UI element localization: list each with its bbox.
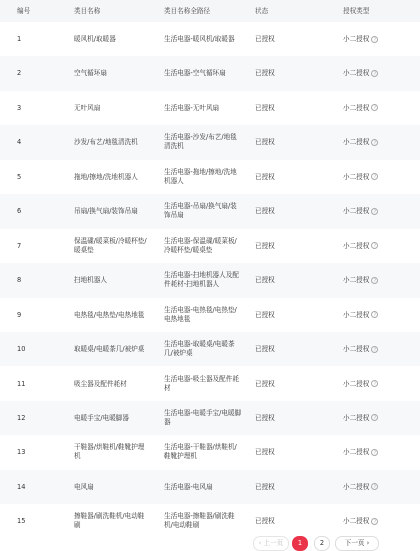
- row-category-name: 吊扇/换气扇/装饰吊扇: [74, 207, 138, 216]
- help-icon[interactable]: ?: [371, 449, 378, 456]
- header-path: 类目名称全路径: [164, 7, 211, 15]
- help-icon[interactable]: ?: [371, 414, 378, 421]
- row-status: 已授权: [255, 276, 275, 285]
- row-id: 5: [17, 172, 22, 181]
- row-id: 8: [17, 276, 22, 285]
- help-icon[interactable]: ?: [371, 380, 378, 387]
- row-id: 4: [17, 138, 22, 147]
- row-auth-type: [343, 104, 417, 113]
- row-category-path: 生活电器-无叶风扇: [164, 103, 220, 112]
- row-id: 9: [17, 310, 22, 319]
- row-auth-type: [343, 69, 417, 78]
- row-status: 已授权: [255, 103, 275, 112]
- table-row: [0, 160, 420, 194]
- row-id: 1: [17, 35, 22, 43]
- help-icon[interactable]: ?: [371, 346, 378, 353]
- row-status: 已授权: [255, 379, 275, 388]
- table-row: [0, 401, 420, 435]
- row-status: 已授权: [255, 345, 275, 354]
- row-category-name: 空气循环扇: [74, 69, 107, 78]
- row-status: 已授权: [255, 172, 275, 181]
- row-auth-type: [343, 380, 417, 389]
- row-id: 12: [17, 413, 26, 422]
- row-category-name: 无叶风扇: [74, 103, 101, 112]
- row-category-name: 扫地机器人: [74, 276, 107, 285]
- table-header: [0, 0, 420, 22]
- row-id: 10: [17, 345, 26, 354]
- help-icon[interactable]: ?: [371, 483, 378, 490]
- row-category-path: 生活电器-取暖桌/电暖茶几/被炉桌: [164, 340, 235, 358]
- row-id: 2: [17, 69, 22, 78]
- help-icon[interactable]: ?: [371, 173, 378, 180]
- help-icon[interactable]: ?: [371, 277, 378, 284]
- header-status: 状态: [255, 7, 269, 15]
- row-auth-type: [343, 207, 417, 216]
- row-status: 已授权: [255, 241, 275, 250]
- row-id: 3: [17, 103, 22, 112]
- row-auth-type-label: 小二授权: [343, 345, 370, 354]
- pagination: [0, 536, 420, 550]
- row-auth-type-label: 小二授权: [343, 241, 370, 250]
- help-icon[interactable]: ?: [371, 242, 378, 249]
- table-row: [0, 125, 420, 159]
- table-row: [0, 367, 420, 401]
- help-icon[interactable]: ?: [371, 139, 378, 146]
- row-auth-type: [343, 138, 417, 147]
- row-status: 已授权: [255, 207, 275, 216]
- row-auth-type: [343, 311, 417, 320]
- row-category-name: 电热毯/电热垫/电热地毯: [74, 310, 145, 319]
- row-category-name: 电暖手宝/电暖脚器: [74, 413, 129, 422]
- table-row: [0, 22, 420, 56]
- row-category-name: 沙发/布艺/地毯清洗机: [74, 138, 138, 147]
- row-id: 13: [17, 448, 26, 457]
- row-category-name: 取暖桌/电暖茶几/被炉桌: [74, 345, 145, 354]
- row-auth-type: [343, 242, 417, 251]
- row-category-path: 生活电器-暖风机/取暖器: [164, 35, 235, 43]
- row-status: 已授权: [255, 69, 275, 78]
- row-category-name: 吸尘器及配件耗材: [74, 379, 127, 388]
- table-row: [0, 504, 420, 538]
- row-id: 7: [17, 241, 22, 250]
- help-icon[interactable]: ?: [371, 311, 378, 318]
- row-auth-type-label: 小二授权: [343, 172, 370, 181]
- row-category-path: 生活电器-保温碟/暖菜板/冷暖杯垫/暖桌垫: [164, 236, 237, 254]
- row-auth-type: [343, 276, 417, 285]
- help-icon[interactable]: ?: [371, 208, 378, 215]
- row-category-path: 生活电器-吸尘器及配件耗材: [164, 374, 239, 392]
- table-row: [0, 435, 420, 469]
- row-category-name: 擦鞋器/刷洗鞋机/电动鞋刷: [74, 512, 145, 530]
- table-row: [0, 194, 420, 228]
- row-auth-type: [343, 517, 417, 526]
- row-category-path: 生活电器-电暖手宝/电暖脚器: [164, 408, 242, 426]
- row-category-path: 生活电器-电热毯/电热垫/电热地毯: [164, 305, 237, 323]
- row-id: 11: [17, 379, 26, 388]
- row-status: 已授权: [255, 448, 275, 457]
- row-category-path: 生活电器-沙发/布艺/地毯清洗机: [164, 133, 237, 151]
- row-category-name: 拖地/擦地/洗地机器人: [74, 172, 138, 181]
- row-auth-type: [343, 483, 417, 492]
- row-category-path: 生活电器-电风扇: [164, 482, 213, 491]
- row-category-name: 干鞋器/烘鞋机/鞋靴护理机: [74, 443, 145, 461]
- row-id: 14: [17, 482, 26, 491]
- row-status: 已授权: [255, 413, 275, 422]
- page-1-button[interactable]: 1: [292, 536, 308, 551]
- help-icon[interactable]: ?: [371, 70, 378, 77]
- row-category-path: 生活电器-擦鞋器/刷洗鞋机/电动鞋刷: [164, 512, 235, 530]
- table-row: [0, 298, 420, 332]
- prev-page-button[interactable]: ‹ 上一页: [253, 536, 289, 551]
- row-auth-type-label: 小二授权: [343, 69, 370, 78]
- row-category-path: 生活电器-干鞋器/烘鞋机/鞋靴护理机: [164, 443, 237, 461]
- header-name: 类目名称: [74, 7, 101, 15]
- row-auth-type-label: 小二授权: [343, 310, 370, 319]
- row-auth-type-label: 小二授权: [343, 379, 370, 388]
- row-auth-type: [343, 35, 417, 44]
- row-auth-type-label: 小二授权: [343, 138, 370, 147]
- row-category-name: 电风扇: [74, 482, 94, 491]
- help-icon[interactable]: ?: [371, 36, 378, 43]
- help-icon[interactable]: ?: [371, 104, 378, 111]
- row-category-name: 保温碟/暖菜板/冷暖杯垫/暖桌垫: [74, 236, 147, 254]
- row-auth-type-label: 小二授权: [343, 517, 370, 526]
- row-status: 已授权: [255, 482, 275, 491]
- row-auth-type-label: 小二授权: [343, 413, 370, 422]
- table-row: [0, 91, 420, 125]
- next-page-button[interactable]: 下一页 ›: [335, 536, 379, 551]
- row-auth-type-label: 小二授权: [343, 35, 370, 43]
- row-category-path: 生活电器-空气循环扇: [164, 69, 226, 78]
- page-2-button[interactable]: 2: [314, 536, 330, 551]
- table-row: [0, 332, 420, 366]
- row-auth-type: [343, 345, 417, 354]
- row-auth-type-label: 小二授权: [343, 276, 370, 285]
- header-type: 授权类型: [343, 7, 370, 15]
- table-row: [0, 229, 420, 263]
- row-auth-type-label: 小二授权: [343, 207, 370, 216]
- table-row: [0, 263, 420, 297]
- row-auth-type: [343, 173, 417, 182]
- help-icon[interactable]: ?: [371, 518, 378, 525]
- row-auth-type-label: 小二授权: [343, 448, 370, 457]
- row-status: 已授权: [255, 310, 275, 319]
- header-id: 编号: [17, 7, 31, 15]
- row-auth-type: [343, 414, 417, 423]
- row-category-name: 暖风机/取暖器: [74, 35, 116, 43]
- row-status: 已授权: [255, 517, 275, 526]
- row-category-path: 生活电器-扫地机器人及配件耗材-扫地机器人: [164, 271, 239, 289]
- row-category-path: 生活电器-吊扇/换气扇/装饰吊扇: [164, 202, 237, 220]
- row-auth-type: [343, 448, 417, 457]
- table-row: [0, 470, 420, 504]
- row-auth-type-label: 小二授权: [343, 482, 370, 491]
- row-status: 已授权: [255, 35, 275, 43]
- row-id: 6: [17, 207, 22, 216]
- row-auth-type-label: 小二授权: [343, 103, 370, 112]
- row-status: 已授权: [255, 138, 275, 147]
- table-row: [0, 56, 420, 90]
- row-category-path: 生活电器-拖地/擦地/洗地机器人: [164, 167, 237, 185]
- row-id: 15: [17, 517, 26, 526]
